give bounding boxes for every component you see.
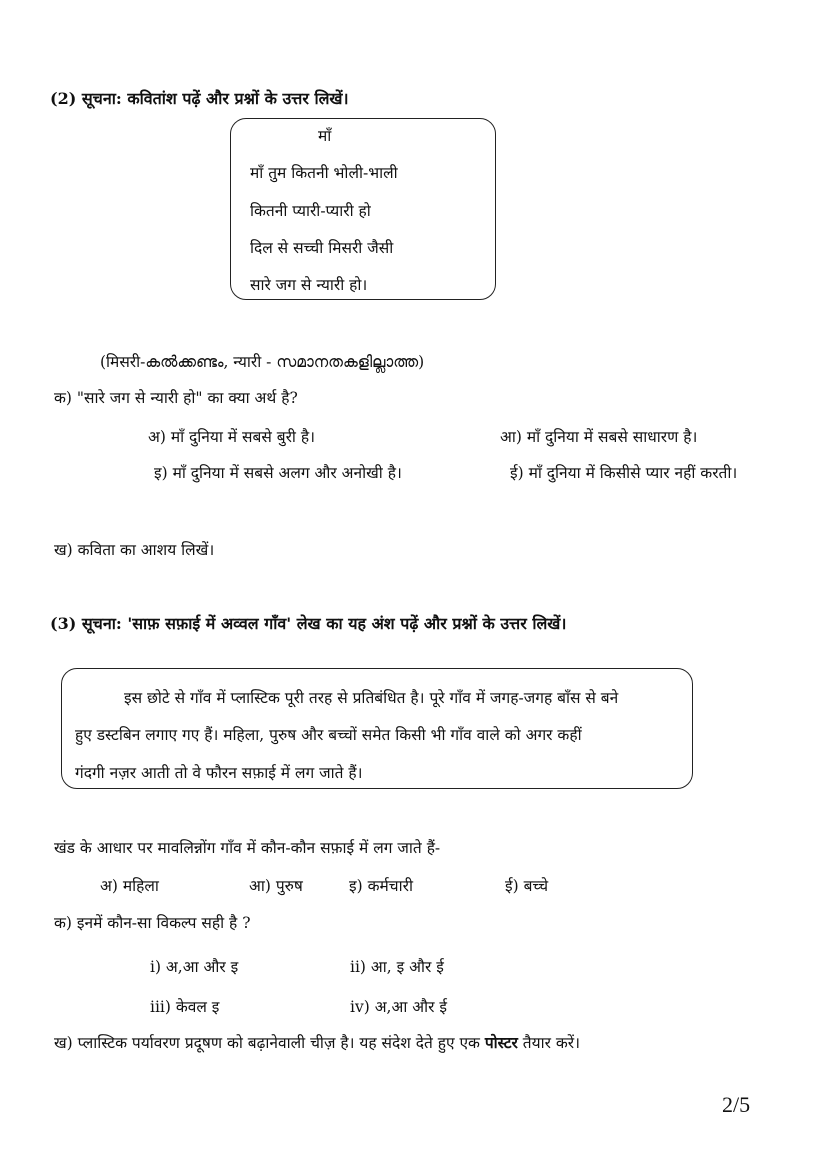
q3-option-2: ii) आ, इ और ई [350, 958, 444, 976]
q2-question-a: क) "सारे जग से न्यारी हो" का क्या अर्थ है? [54, 389, 298, 407]
q3-item-ii: ई) बच्चे [505, 877, 549, 895]
q3-question-a: क) इनमें कौन-सा विकल्प सही है ? [54, 914, 251, 932]
poem-line-4: सारे जग से न्यारी हो। [250, 276, 368, 294]
q3-qb-bold-word: पोस्टर [484, 1033, 518, 1052]
q2-option-i: इ) माँ दुनिया में सबसे अलग और अनोखी है। [154, 464, 402, 482]
q2-option-a: अ) माँ दुनिया में सबसे बुरी है। [148, 428, 315, 446]
q3-option-4: iv) अ,आ और ई [350, 998, 447, 1016]
poem-line-2: कितनी प्यारी-प्यारी हो [250, 202, 371, 220]
q3-heading: (3) सूचना: 'साफ़ सफ़ाई में अव्वल गाँव' लेख का यह अंश पढ़ें और प्रश्नों के उत्तर लिखें। [50, 614, 567, 633]
q2-question-b: ख) कविता का आशय लिखें। [54, 541, 215, 559]
q3-question-b [54, 1031, 580, 1053]
q3-option-1: i) अ,आ और इ [150, 958, 239, 976]
q2-option-aa: आ) माँ दुनिया में सबसे साधारण है। [500, 428, 698, 446]
q3-intro: खंड के आधार पर मावलिन्नोंग गाँव में कौन-कौन सफ़ाई में लग जाते हैं- [54, 839, 441, 857]
poem-line-3: दिल से सच्ची मिसरी जैसी [250, 239, 394, 257]
q2-heading: (2) सूचना: कवितांश पढ़ें और प्रश्नों के उत्तर लिखें। [50, 89, 349, 108]
q2-option-ii: ई) माँ दुनिया में किसीसे प्यार नहीं करती। [510, 464, 738, 482]
q3-item-i: इ) कर्मचारी [349, 877, 413, 895]
poem-title: माँ [318, 127, 332, 145]
passage-line-1: इस छोटे से गाँव में प्लास्टिक पूरी तरह से प्रतिबंधित है। पूरे गाँव में जगह-जगह बाँस से बने [124, 689, 619, 707]
q3-option-3: iii) केवल इ [150, 998, 220, 1016]
poem-line-1: माँ तुम कितनी भोली-भाली [250, 164, 398, 182]
q3-qb-text-after: तैयार करें। [517, 1034, 581, 1052]
q3-item-a: अ) महिला [100, 877, 159, 895]
glossary: (मिसरी-കൽക്കണ്ടം, न्यारी - സമാനതകളില്ലാത്ത) [100, 353, 425, 371]
passage-line-2: हुए डस्टबिन लगाए गए हैं। महिला, पुरुष और बच्चों समेत किसी भी गाँव वाले को अगर कहीं [75, 726, 582, 744]
q3-qb-text-before: ख) प्लास्टिक पर्यावरण प्रदूषण को बढ़ानेवाली चीज़ है। यह संदेश देते हुए एक [54, 1034, 485, 1052]
q3-item-aa: आ) पुरुष [249, 877, 303, 895]
passage-line-3: गंदगी नज़र आती तो वे फौरन सफ़ाई में लग जाते हैं। [75, 764, 363, 782]
page-number: 2/5 [722, 1092, 751, 1117]
